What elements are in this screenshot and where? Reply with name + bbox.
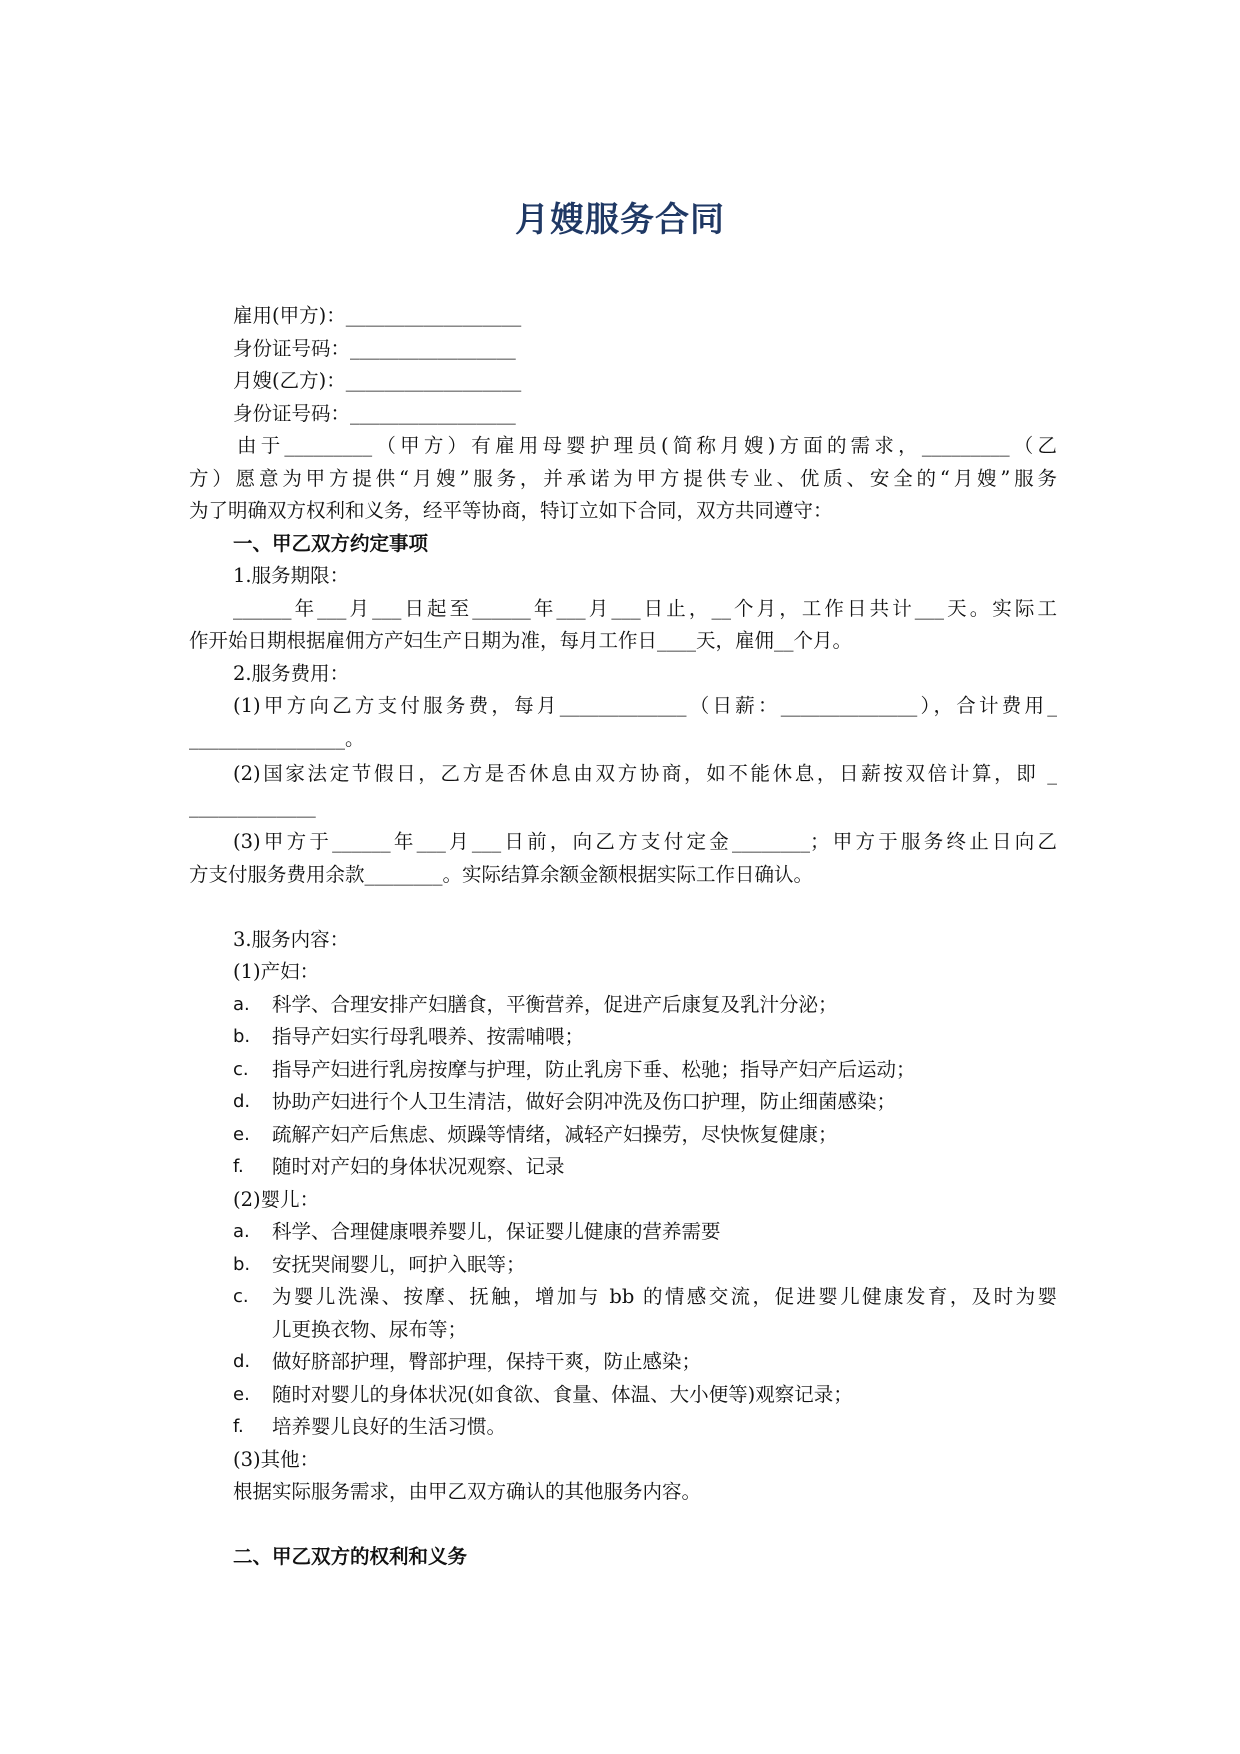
service-fee-label: 2.服务费用： <box>233 661 350 685</box>
list-marker: a. <box>233 1221 250 1242</box>
fee-item-3 <box>189 826 1057 891</box>
list-item <box>189 1216 1057 1249</box>
intro-line: 方）愿意为甲方提供“月嫂”服务，并承诺为甲方提供专业、优质、安全的“月嫂”服务 <box>189 466 1057 490</box>
spacer <box>189 891 1057 924</box>
list-item <box>189 1086 1057 1119</box>
list-text: 协助产妇进行个人卫生清洁，做好会阴冲洗及伤口护理，防止细菌感染； <box>272 1090 897 1113</box>
list-item <box>189 1119 1057 1152</box>
list-text-line: 儿更换衣物、尿布等； <box>272 1317 468 1341</box>
paragraph-line: 作开始日期根据雇佣方产妇生产日期为准，每月工作日____天，雇佣__个月。 <box>189 629 853 652</box>
nanny-field <box>189 365 1057 398</box>
list-text: 安抚哭闹婴儿，呵护入眠等； <box>272 1252 526 1276</box>
other-text: 根据实际服务需求，由甲乙双方确认的其他服务内容。 <box>233 1480 702 1503</box>
list-item <box>189 989 1057 1022</box>
list-item <box>189 1379 1057 1412</box>
list-text: 科学、合理健康喂养婴儿，保证婴儿健康的营养需要 <box>272 1220 721 1243</box>
list-item <box>189 1054 1057 1087</box>
mother-label: (1)产妇： <box>233 960 320 983</box>
employer-field <box>189 300 1057 333</box>
list-marker: a. <box>233 993 250 1015</box>
field-label: 身份证号码： <box>233 401 351 425</box>
list-text: 科学、合理安排产妇膳食，平衡营养，促进产后康复及乳汁分泌； <box>272 992 838 1016</box>
list-marker: e. <box>233 1383 250 1405</box>
list-text: 培养婴儿良好的生活习惯。 <box>272 1415 507 1438</box>
list-item <box>189 1021 1057 1054</box>
spacer <box>189 1509 1057 1542</box>
list-text <box>272 1281 1057 1346</box>
list-marker: d. <box>233 1091 251 1112</box>
employer-id-field <box>189 333 1057 366</box>
other-label: (3)其他： <box>233 1447 320 1471</box>
list-item <box>189 1249 1057 1282</box>
list-marker: b. <box>233 1253 251 1275</box>
fee-item-1 <box>189 690 1057 755</box>
list-item <box>189 1346 1057 1379</box>
list-text: 指导产妇实行母乳喂养、按需哺喂； <box>272 1025 585 1048</box>
field-label: 月嫂(乙方)： <box>233 369 346 392</box>
paragraph-line: (3)甲方于______年___月___日前，向乙方支付定金________；甲方于服务终止日向乙 <box>233 830 1057 853</box>
baby-label: (2)婴儿： <box>233 1187 320 1211</box>
paragraph-line: ________________。 <box>189 726 365 750</box>
list-text: 随时对婴儿的身体状况(如食欲、食量、体温、大小便等)观察记录； <box>272 1382 853 1406</box>
paragraph-line: (1)甲方向乙方支付服务费，每月_____________（日薪：______________），合计费用_ <box>233 694 1057 717</box>
list-item <box>189 1281 1057 1346</box>
list-marker: b. <box>233 1026 251 1047</box>
list-marker: d. <box>233 1351 251 1372</box>
paragraph-line: ______年___月___日起至______年___月___日止，__个月，工作日共计___天。实际工 <box>233 596 1057 620</box>
section1-heading: 一、甲乙双方约定事项 <box>233 531 429 555</box>
field-label: 身份证号码： <box>233 336 351 360</box>
field-blank: _________________ <box>350 336 516 360</box>
list-text: 指导产妇进行乳房按摩与护理，防止乳房下垂、松驰；指导产妇产后运动； <box>272 1057 916 1081</box>
service-period-label: 1.服务期限： <box>233 564 350 587</box>
fee-item-2 <box>189 758 1057 823</box>
list-marker: f. <box>233 1416 244 1437</box>
intro-line: 为了明确双方权利和义务，经平等协商，特订立如下合同，双方共同遵守： <box>189 499 833 522</box>
paragraph-line: 方支付服务费用余款________。实际结算余额金额根据实际工作日确认。 <box>189 862 814 886</box>
list-text: 疏解产妇产后焦虑、烦躁等情绪，减轻产妇操劳，尽快恢复健康； <box>272 1122 838 1146</box>
nanny-id-field <box>189 398 1057 431</box>
paragraph-line: _____________ <box>189 794 316 818</box>
field-blank: _________________ <box>350 401 516 425</box>
list-marker: e. <box>233 1123 250 1145</box>
list-marker: c. <box>233 1058 249 1080</box>
intro-line: 由于_________（甲方）有雇用母婴护理员(简称月嫂)方面的需求，_________（乙 <box>237 434 1057 457</box>
list-text-line: 为婴儿洗澡、按摩、抚触，增加与 bb 的情感交流，促进婴儿健康发育，及时为婴 <box>272 1285 1057 1308</box>
field-blank: __________________ <box>345 304 522 327</box>
list-marker: f. <box>233 1156 244 1177</box>
section2-heading: 二、甲乙双方的权利和义务 <box>233 1545 468 1568</box>
field-blank: __________________ <box>345 369 522 392</box>
list-text: 随时对产妇的身体状况观察、记录 <box>272 1155 565 1178</box>
service-content-label: 3.服务内容： <box>233 927 350 951</box>
document-title: 月嫂服务合同 <box>515 200 725 240</box>
document-body <box>189 300 1057 1574</box>
field-label: 雇用(甲方)： <box>233 304 346 327</box>
list-text: 做好脐部护理，臀部护理，保持干爽，防止感染； <box>272 1350 702 1373</box>
list-item <box>189 1411 1057 1444</box>
paragraph-line: (2)国家法定节假日，乙方是否休息由双方协商，如不能休息，日薪按双倍计算，即 _ <box>233 762 1057 785</box>
intro-paragraph <box>189 430 1057 528</box>
list-item <box>189 1151 1057 1184</box>
service-period-paragraph <box>189 593 1057 658</box>
list-marker: c. <box>233 1286 249 1307</box>
